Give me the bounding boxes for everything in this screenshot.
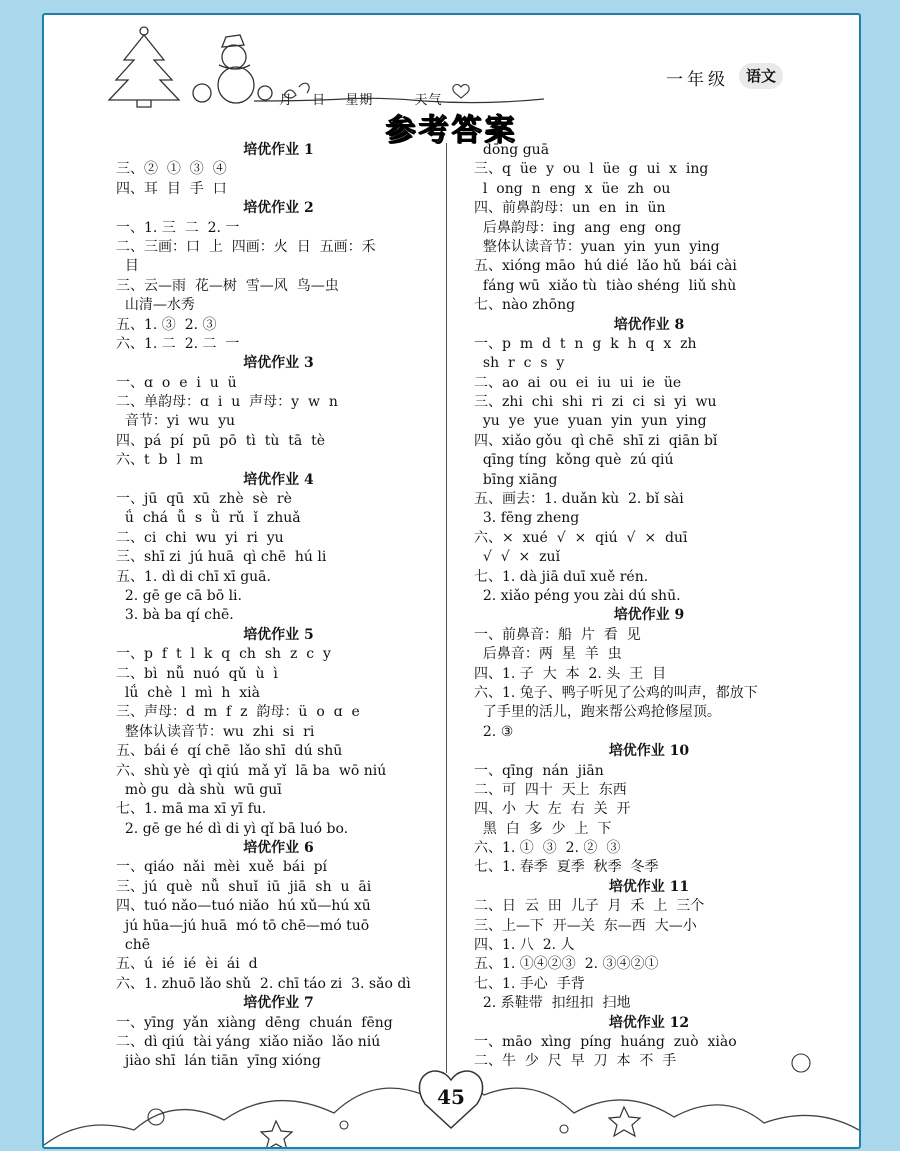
answer-line: 二、单韵母：ɑ i u 声母：y w n: [116, 394, 338, 411]
answer-line: 一、1. 三 二 2. 一: [116, 219, 240, 236]
answer-line: jú hūa—jú huā mó tō chē—mó tuō: [116, 917, 370, 934]
answer-line: 五、画去：1. duǎn kù 2. bǐ sài: [474, 491, 684, 508]
answer-line: 后鼻韵母：ing ang eng ong: [474, 219, 682, 236]
answer-line: 四、tuó nǎo—tuó niǎo hú xǔ—hú xū: [116, 898, 371, 915]
answer-line: jiào shī lán tiān yīng xióng: [116, 1053, 321, 1070]
answer-line: l ong n eng x üe zh ou: [474, 180, 671, 197]
answer-line: 七、1. 春季 夏季 秋季 冬季: [474, 859, 659, 876]
answer-line: 一、p m d t n g k h q x zh: [474, 335, 697, 352]
answer-line: 五、1. dì di chī xī guā.: [116, 568, 271, 585]
answer-line: 四、1. 八 2. 人: [474, 937, 575, 954]
column-divider: [446, 143, 447, 1073]
answer-line: 三、q üe y ou l üe g ui x ing: [474, 161, 709, 178]
answer-line: 3. bà ba qí chē.: [116, 607, 234, 624]
answer-line: 2. 系鞋带 扣纽扣 扫地: [474, 995, 631, 1012]
answer-line: qīng tíng kǒng què zú qiú: [474, 452, 674, 469]
answer-line: ǘ chá ǚ s ǜ rǔ ǐ zhuǎ: [116, 510, 301, 527]
answer-line: 黑 白 多 少 上 下: [474, 820, 612, 837]
answer-line: 五、1. ③ 2. ③: [116, 316, 217, 333]
answer-line: 三、云—雨 花—树 雪—风 鸟—虫: [116, 277, 339, 294]
section-heading: 培优作业 9: [613, 607, 685, 624]
answer-line: dōng guā: [474, 142, 550, 158]
answer-line: 一、前鼻音：船 片 看 见: [474, 626, 641, 643]
answer-line: 三、② ① ③ ④: [116, 161, 227, 178]
section-heading: 培优作业 11: [608, 878, 690, 895]
weekday-label: 星期: [345, 93, 374, 108]
answer-line: 六、1. 二 2. 二 一: [116, 335, 240, 352]
answer-line: bīng xiāng: [474, 471, 558, 488]
answer-line: 四、pá pí pū pō tì tù tā tè: [116, 432, 326, 449]
answer-line: 四、1. 子 大 本 2. 头 王 目: [474, 665, 667, 682]
answer-line: 五、ú ié ié èi ái d: [116, 956, 258, 973]
answer-line: 二、牛 少 尺 早 刀 本 不 手: [474, 1053, 677, 1070]
answer-line: 三、上—下 开—关 东—西 大—小: [474, 917, 697, 934]
section-heading: 培优作业 5: [243, 626, 314, 643]
answer-line: 二、三画：口 上 四画：火 日 五画：禾: [116, 238, 376, 255]
workbook-page: [42, 13, 861, 1149]
christmas-tree-icon: [109, 27, 179, 107]
weather-label: 天气: [414, 93, 443, 108]
answer-line: 七、1. 手心 手背: [474, 975, 585, 992]
answer-line: 六、t b l m: [116, 452, 204, 469]
left-answer-column: [116, 141, 441, 1072]
answer-line: 一、p f t l k q ch sh z c y: [116, 646, 331, 663]
section-heading: 培优作业 2: [243, 200, 314, 217]
answer-line: 六、1. ① ③ 2. ② ③: [474, 840, 621, 857]
answer-line: 七、1. mā ma xī yī fu.: [116, 801, 267, 818]
answer-line: 六、1. zhuō lǎo shǔ 2. chī táo zi 3. sǎo dì: [116, 975, 411, 992]
answer-line: 三、声母：d m f z 韵母：ü o ɑ e: [116, 704, 360, 721]
answer-line: 3. fēng zheng: [474, 510, 580, 527]
answer-line: 四、前鼻韵母：un en in ün: [474, 200, 666, 217]
answer-line: 五、xióng māo hú dié lǎo hǔ bái cài: [474, 258, 737, 275]
answer-line: 整体认读音节：yuan yin yun ying: [474, 238, 720, 255]
answer-line: 一、qiáo nǎi mèi xuě bái pí: [116, 859, 328, 876]
answer-line: 一、qīng nán jiān: [474, 762, 604, 779]
answer-line: 六、shù yè qì qiú mǎ yǐ lā ba wō niú: [116, 762, 387, 779]
answer-line: sh r c s y: [474, 355, 565, 372]
answer-line: 四、xiǎo gǒu qì chē shī zi qiān bǐ: [474, 432, 718, 449]
page-title: 参考答案: [385, 113, 518, 148]
month-label: 月: [279, 93, 294, 108]
answer-line: 整体认读音节：wu zhi si ri: [116, 723, 315, 740]
answer-line: 音节：yi wu yu: [116, 413, 236, 430]
grade-label: 一年级: [666, 70, 729, 90]
answer-line: 二、可 四十 天上 东西: [474, 781, 627, 798]
answer-line: 三、shī zi jú huā qì chē hú li: [116, 549, 327, 566]
answer-line: 2. xiǎo péng you zài dú shū.: [474, 587, 681, 604]
section-heading: 培优作业 6: [243, 840, 314, 857]
answer-line: 四、小 大 左 右 关 开: [474, 801, 631, 818]
answer-line: 三、zhi chi shi ri zi ci si yi wu: [474, 394, 717, 411]
section-heading: 培优作业 8: [613, 316, 685, 333]
answer-line: 五、bái é qí chē lǎo shī dú shū: [116, 743, 343, 760]
answer-line: √ √ × zuǐ: [474, 549, 561, 566]
subject-badge: 语文: [739, 63, 783, 89]
answer-line: lǘ chè l mì h xià: [116, 684, 261, 701]
answer-line: yu ye yue yuan yin yun ying: [474, 413, 707, 430]
section-heading: 培优作业 10: [608, 743, 690, 760]
answer-line: 一、māo xìng píng huáng zuò xiào: [474, 1033, 737, 1050]
answer-line: 六、× xué √ × qiú √ × duī: [474, 529, 688, 546]
section-heading: 培优作业 1: [243, 142, 314, 158]
answer-line: 三、jú què nǚ shuǐ iū jiā sh u āi: [116, 878, 372, 895]
answer-line: 二、bì nǚ nuó qǔ ù ì: [116, 665, 278, 682]
answer-line: mò gu dà shù wū guī: [116, 781, 282, 798]
answer-line: 2. ③: [474, 723, 514, 740]
answer-line: 一、jū qū xū zhè sè rè: [116, 491, 292, 508]
answer-line: 2. gē ge hé dì di yì qǐ bā luó bo.: [116, 820, 349, 837]
answer-line: 了手里的活儿，跑来帮公鸡抢修屋顶。: [474, 704, 721, 721]
answer-line: 七、nào zhōng: [474, 297, 576, 314]
answer-line: fáng wū xiǎo tù tiào shéng liǔ shù: [474, 277, 737, 294]
answer-line: 五、1. ①④②③ 2. ③④②①: [474, 956, 659, 973]
answer-line: 山清—水秀: [116, 297, 195, 314]
answer-line: 二、dì qiú tài yáng xiǎo niǎo lǎo niú: [116, 1033, 381, 1050]
section-heading: 培优作业 7: [243, 995, 314, 1012]
answer-line: 二、ao ai ou ei iu ui ie üe: [474, 374, 682, 391]
answer-line: 后鼻音：两 星 羊 虫: [474, 646, 622, 663]
answer-line: 六、1. 兔子、鸭子听见了公鸡的叫声，都放下: [474, 684, 758, 701]
section-heading: 培优作业 4: [243, 471, 314, 488]
answer-line: 四、耳 目 手 口: [116, 180, 227, 197]
answer-line: 二、ci chi wu yi ri yu: [116, 529, 284, 546]
answer-line: 目: [116, 258, 139, 275]
section-heading: 培优作业 3: [243, 355, 314, 372]
right-answer-column: [474, 141, 824, 1072]
answer-line: chē: [116, 937, 151, 954]
section-heading: 培优作业 12: [608, 1014, 690, 1031]
answer-line: 2. gē ge cā bō li.: [116, 587, 242, 604]
answer-line: 一、yīng yǎn xiàng dēng chuán fēng: [116, 1014, 393, 1031]
day-label: 日: [312, 93, 327, 108]
snowman-icon: [193, 35, 272, 103]
page-number: 45: [437, 1085, 465, 1109]
answer-line: 一、ɑ o e i u ü: [116, 374, 237, 391]
answer-line: 七、1. dà jiā duī xuě rén.: [474, 568, 649, 585]
answer-line: 二、日 云 田 儿子 月 禾 上 三个: [474, 898, 705, 915]
